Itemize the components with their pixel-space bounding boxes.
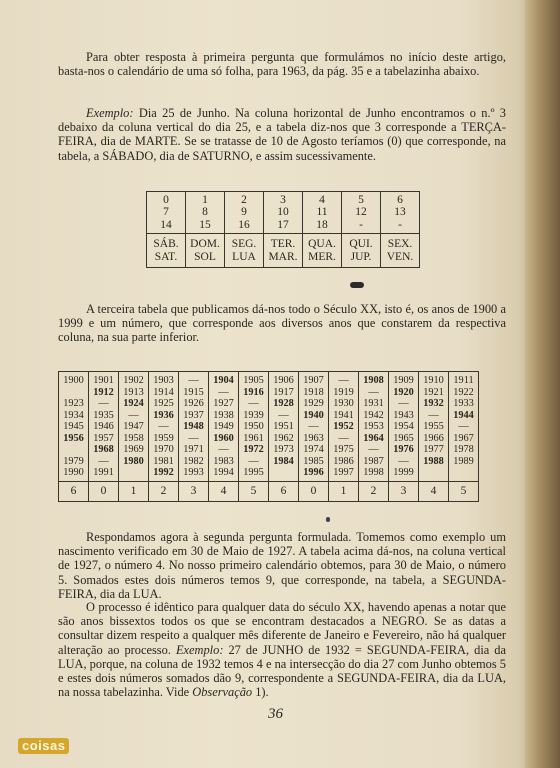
- weekday-label: JUP.: [350, 251, 372, 264]
- year-entry: 1929: [303, 398, 324, 410]
- year-entry: 1996: [303, 467, 324, 479]
- year-entry: 1938: [213, 409, 234, 421]
- year-entry: —: [218, 386, 229, 398]
- year-entry: 1976: [393, 444, 414, 456]
- year-entry: 1908: [363, 375, 384, 386]
- weekday-numbers-cell: [186, 192, 225, 234]
- year-entry: 1963: [303, 432, 324, 444]
- year-entry: 1949: [213, 421, 234, 433]
- weekday-label: SEG.: [231, 238, 257, 251]
- year-entry: 1913: [123, 386, 144, 398]
- year-entry: 1901: [93, 375, 114, 386]
- year-entry: 1937: [183, 409, 204, 421]
- year-entry: —: [98, 398, 109, 410]
- year-entry: 1941: [333, 409, 354, 421]
- weekday-label: VEN.: [386, 251, 414, 264]
- year-entry: —: [188, 432, 199, 444]
- year-entry: 1943: [393, 409, 414, 421]
- century-years-cell: [299, 372, 329, 482]
- year-entry: 1900: [63, 375, 84, 386]
- century-code-cell: 1: [329, 481, 359, 502]
- weekday-number: 3: [280, 194, 286, 206]
- year-entry: 1998: [363, 467, 384, 479]
- weekday-number: 6: [397, 194, 403, 206]
- year-entry: —: [308, 421, 319, 433]
- year-entry: 1955: [423, 421, 444, 433]
- century-years-cell: [179, 372, 209, 482]
- year-entry: [269, 467, 298, 479]
- weekday-number: 7: [163, 206, 169, 219]
- year-entry: 1924: [123, 398, 144, 410]
- year-entry: 1902: [123, 375, 144, 386]
- ink-dot: [326, 517, 330, 522]
- weekday-label: MAR.: [268, 251, 298, 264]
- year-entry: 1984: [273, 455, 294, 467]
- year-entry: 1978: [453, 444, 474, 456]
- century-intro-paragraph: A terceira tabela que publicamos dá-nos todo o Século XX, isto é, os anos de 1900 a 1999 e um número, que corresponde aos diversos anos que constarem da respectiva coluna, na sua parte inferior.: [58, 302, 506, 345]
- year-entry: 1965: [393, 432, 414, 444]
- century-years-row: [59, 372, 479, 482]
- second-question-paragraph: Respondamos agora à segunda pergunta formulada. Tomemos como exemplo um nascimento verificado em 30 de Maio de 1927. A tabela acima dá-nos, na coluna vertical de 1927, o número 4. No nosso primeiro calendário obtemos, para 30 de Maio, o número 5. Somados estes dois números temos 9, que corresponde, na tabela, a SEGUNDA-FEIRA, dia da LUA.: [58, 530, 506, 601]
- year-entry: —: [338, 375, 349, 386]
- year-entry: 1948: [183, 421, 204, 433]
- century-years-cell: [449, 372, 479, 482]
- year-entry: 1906: [273, 375, 294, 386]
- year-entry: 1979: [63, 455, 84, 467]
- year-entry: 1947: [123, 421, 144, 433]
- year-entry: 1919: [333, 386, 354, 398]
- weekday-label: SEX.: [387, 238, 413, 251]
- century-code-cell: 2: [149, 481, 179, 502]
- year-entry: 1909: [393, 375, 414, 386]
- coisas-logo: coisas: [18, 738, 69, 754]
- weekday-labels-row: [147, 234, 420, 268]
- year-entry: 1964: [363, 432, 384, 444]
- century-years-cell: [359, 372, 389, 482]
- weekday-number: 1: [202, 194, 208, 206]
- year-entry: 1971: [183, 444, 204, 456]
- year-entry: 1972: [243, 444, 264, 456]
- year-entry: 1980: [123, 455, 144, 467]
- weekday-number: 2: [241, 194, 247, 206]
- year-entry: —: [398, 398, 409, 410]
- year-entry: 1958: [123, 432, 144, 444]
- year-entry: 1918: [303, 386, 324, 398]
- century-code-cell: 6: [59, 481, 89, 502]
- year-entry: —: [128, 409, 139, 421]
- year-entry: 1969: [123, 444, 144, 456]
- year-entry: [419, 467, 448, 479]
- year-entry: —: [248, 455, 259, 467]
- century-code-cell: 4: [419, 481, 449, 502]
- century-code-cell: 0: [299, 481, 329, 502]
- year-entry: 1957: [93, 432, 114, 444]
- year-entry: 1974: [303, 444, 324, 456]
- weekday-numbers-cell: [264, 192, 303, 234]
- year-entry: 1926: [183, 398, 204, 410]
- year-entry: 1940: [303, 409, 324, 421]
- year-entry: 1983: [213, 455, 234, 467]
- year-entry: 1994: [213, 467, 234, 479]
- weekday-number: 11: [316, 206, 328, 219]
- year-entry: 1921: [423, 386, 444, 398]
- weekday-number: 8: [202, 206, 208, 219]
- weekday-number: 5: [358, 194, 364, 206]
- year-entry: 1985: [303, 455, 324, 467]
- year-entry: 1959: [153, 432, 174, 444]
- year-entry: 1915: [183, 386, 204, 398]
- century-years-cell: [89, 372, 119, 482]
- century-years-cell: [119, 372, 149, 482]
- year-entry: 1975: [333, 444, 354, 456]
- year-entry: 1931: [363, 398, 384, 410]
- year-entry: 1905: [243, 375, 264, 386]
- example-label: Exemplo:: [86, 106, 134, 120]
- intro-paragraph: Para obter resposta à primeira pergunta que formulámos no início deste artigo, basta-nos o calendário de uma só folha, para 1963, da pág. 35 e a tabelazinha abaixo.: [58, 50, 506, 79]
- century-code-cell: 5: [449, 481, 479, 502]
- year-entry: 1920: [393, 386, 414, 398]
- example-paragraph: [58, 106, 506, 163]
- weekday-numbers-cell: [342, 192, 381, 234]
- weekday-label-cell: [264, 234, 303, 268]
- year-entry: —: [398, 455, 409, 467]
- weekday-numbers-cell: [147, 192, 186, 234]
- weekday-number: -: [398, 218, 402, 231]
- year-entry: 1928: [273, 398, 294, 410]
- year-entry: 1925: [153, 398, 174, 410]
- year-entry: 1993: [183, 467, 204, 479]
- weekday-number: 16: [238, 218, 250, 231]
- year-entry: 1944: [453, 409, 474, 421]
- year-entry: 1946: [93, 421, 114, 433]
- weekday-number: 18: [316, 218, 328, 231]
- example-text: Dia 25 de Junho. Na coluna horizontal de Junho encontramos o n.º 3 debaixo da coluna vertical do dia 25, e a tabela diz-nos que 3 corresponde a TERÇA-FEIRA, dia de MARTE. Se se tratasse de 10 de Agosto teríamos (0) que corresponde, na tabela, a SÁBADO, dia de SATURNO, e assim sucessivamente.: [58, 106, 506, 163]
- year-entry: 1903: [153, 375, 174, 386]
- weekday-number: 13: [394, 206, 406, 219]
- century-codes-row: [59, 481, 479, 502]
- year-entry: —: [98, 455, 109, 467]
- weekday-label-cell: [303, 234, 342, 268]
- year-entry: 1997: [333, 467, 354, 479]
- weekday-label: SOL: [194, 251, 216, 264]
- year-entry: 1950: [243, 421, 264, 433]
- century-code-cell: 5: [239, 481, 269, 502]
- year-entry: 1935: [93, 409, 114, 421]
- weekday-label: SAT.: [154, 251, 178, 264]
- weekday-label-cell: [225, 234, 264, 268]
- year-entry: [119, 467, 148, 479]
- century-years-cell: [389, 372, 419, 482]
- year-entry: —: [368, 444, 379, 456]
- year-entry: 1917: [273, 386, 294, 398]
- year-entry: 1912: [93, 386, 114, 398]
- year-entry: 1936: [153, 409, 174, 421]
- year-entry: —: [458, 421, 469, 433]
- year-entry: 1992: [153, 467, 174, 479]
- year-entry: 1907: [303, 375, 324, 386]
- year-entry: 1987: [363, 455, 384, 467]
- year-entry: 1986: [333, 455, 354, 467]
- weekday-label-cell: [147, 234, 186, 268]
- ink-mark: [350, 282, 364, 288]
- century-code-cell: 3: [179, 481, 209, 502]
- year-entry: 1923: [63, 398, 84, 410]
- century-years-cell: [269, 372, 299, 482]
- century-code-cell: 2: [359, 481, 389, 502]
- process-end: 1).: [252, 685, 269, 700]
- year-entry: 1995: [243, 467, 264, 479]
- year-entry: 1910: [423, 375, 444, 386]
- year-entry: 1999: [393, 467, 414, 479]
- century-years-cell: [329, 372, 359, 482]
- year-entry: 1989: [453, 455, 474, 467]
- year-entry: 1922: [453, 386, 474, 398]
- century-code-cell: 4: [209, 481, 239, 502]
- year-entry: 1990: [63, 467, 84, 479]
- weekday-numbers-cell: [303, 192, 342, 234]
- process-example-label: Exemplo:: [175, 642, 224, 657]
- century-code-cell: 6: [269, 481, 299, 502]
- century-code-cell: 1: [119, 481, 149, 502]
- weekday-number: 9: [241, 206, 247, 219]
- process-text: O processo é idêntico para qualquer data do século XX, havendo apenas a notar que são anos bissextos todos os que se encontram destacados a NEGRO. Se as datas a consultar dizem respeito a qualquer mês diferente de Janeiro e Fevereiro, não há qualquer alteração ao processo.: [58, 600, 506, 657]
- century-years-cell: [149, 372, 179, 482]
- weekday-label: SÁB.: [153, 238, 179, 251]
- weekday-number: 17: [277, 218, 289, 231]
- year-entry: 1988: [423, 455, 444, 467]
- observation-ref: Observação: [192, 685, 253, 700]
- year-entry: 1960: [213, 432, 234, 444]
- process-paragraph: [58, 600, 506, 699]
- weekday-number: 15: [199, 218, 211, 231]
- year-entry: 1951: [273, 421, 294, 433]
- weekday-label: DOM.: [190, 238, 220, 251]
- weekday-numbers-cell: [381, 192, 420, 234]
- weekday-numbers-row: [147, 192, 420, 234]
- year-entry: —: [278, 409, 289, 421]
- year-entry: —: [428, 409, 439, 421]
- year-entry: 1904: [213, 375, 234, 386]
- year-entry: 1916: [243, 386, 264, 398]
- year-entry: 1933: [453, 398, 474, 410]
- page-number: 36: [268, 706, 283, 722]
- weekday-label: QUA.: [308, 238, 336, 251]
- year-entry: 1954: [393, 421, 414, 433]
- century-years-cell: [239, 372, 269, 482]
- year-entry: 1952: [333, 421, 354, 433]
- weekday-numbers-cell: [225, 192, 264, 234]
- weekday-label: MER.: [308, 251, 336, 264]
- century-code-cell: 3: [389, 481, 419, 502]
- year-entry: 1945: [63, 421, 84, 433]
- year-entry: 1914: [153, 386, 174, 398]
- weekday-number: 4: [319, 194, 325, 206]
- weekday-label: TER.: [270, 238, 296, 251]
- year-entry: 1927: [213, 398, 234, 410]
- century-code-cell: 0: [89, 481, 119, 502]
- year-entry: 1962: [273, 432, 294, 444]
- century-years-cell: [59, 372, 89, 482]
- year-entry: 1981: [153, 455, 174, 467]
- century-years-cell: [209, 372, 239, 482]
- weekday-label: LUA: [232, 251, 256, 264]
- year-entry: —: [218, 444, 229, 456]
- year-entry: [59, 387, 88, 399]
- year-entry: [59, 444, 88, 456]
- weekday-table: [146, 191, 420, 268]
- weekday-label-cell: [342, 234, 381, 268]
- year-entry: 1939: [243, 409, 264, 421]
- year-entry: —: [158, 421, 169, 433]
- weekday-label: QUI.: [349, 238, 373, 251]
- process-example-text: 27 de JUNHO de 1932 = SEGUNDA-FEIRA, dia da LUA, porque, na coluna de 1932 temos 4 e na intersecção do dia 27 com Junho obtemos 5 e estes dois números somados dão 9, correspondente a SEGUNDA-FEIRA, dia da LUA, na nossa tabelazinha. Vide: [58, 642, 506, 700]
- weekday-label-cell: [186, 234, 225, 268]
- weekday-number: 12: [355, 206, 367, 219]
- year-entry: 1911: [453, 375, 474, 386]
- year-entry: 1942: [363, 409, 384, 421]
- year-entry: 1991: [93, 467, 114, 479]
- year-entry: —: [188, 375, 199, 386]
- year-entry: —: [248, 398, 259, 410]
- year-entry: 1982: [183, 455, 204, 467]
- weekday-number: 0: [163, 194, 169, 206]
- year-entry: 1932: [423, 398, 444, 410]
- year-entry: 1934: [63, 409, 84, 421]
- year-entry: 1953: [363, 421, 384, 433]
- year-entry: 1966: [423, 432, 444, 444]
- year-entry: 1977: [423, 444, 444, 456]
- year-entry: —: [338, 432, 349, 444]
- weekday-number: 10: [277, 206, 289, 219]
- weekday-label-cell: [381, 234, 420, 268]
- year-entry: 1930: [333, 398, 354, 410]
- century-table: [58, 371, 479, 502]
- year-entry: 1956: [63, 432, 84, 444]
- year-entry: 1967: [453, 432, 474, 444]
- year-entry: —: [368, 386, 379, 398]
- weekday-number: 14: [160, 218, 172, 231]
- book-spine: [525, 0, 560, 768]
- year-entry: [449, 467, 478, 479]
- year-entry: 1961: [243, 432, 264, 444]
- year-entry: 1968: [93, 444, 114, 456]
- century-years-cell: [419, 372, 449, 482]
- year-entry: 1970: [153, 444, 174, 456]
- weekday-number: -: [359, 218, 363, 231]
- year-entry: 1973: [273, 444, 294, 456]
